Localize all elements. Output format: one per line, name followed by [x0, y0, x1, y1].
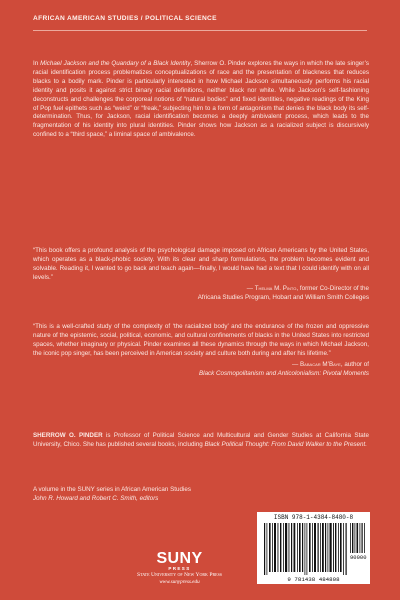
description-lead-in: In	[33, 60, 41, 67]
barcode-digits: 9 781438 484808	[287, 576, 340, 583]
publisher-logo	[122, 552, 237, 586]
blurb-attribution	[33, 285, 369, 294]
book-description	[33, 60, 369, 140]
attribution-role: , former Co-Director of the	[296, 284, 369, 292]
blurb-quote: “This is a well-crafted study of the complexity of ‘the racialized body’ and the endurance of the frozen and oppressive nature of the epistemic, social, political, economic, and cultural confinements of blacks in the United States into restricted spaces, whether imaginary or physical. Pinder examines all these dynamics through the ways in which Michael Jackson, the iconic pop singer, has been perceived in American society and culture both during and after his lifetime.”	[33, 323, 369, 357]
attribution-affiliation: Africana Studies Program, Hobart and William Smith Colleges	[197, 293, 369, 301]
header-divider	[33, 30, 367, 31]
category-label: AFRICAN AMERICAN STUDIES / POLITICAL SCIENCE	[33, 15, 217, 22]
press-logo-text: PRESS	[168, 566, 191, 571]
author-bio	[33, 432, 369, 450]
attribution-book-title: Black Cosmopolitanism and Anticolonialism: Pivotal Moments	[199, 369, 369, 377]
attribution-name: Babacar M’Baye	[300, 360, 341, 368]
blurb-pinto	[33, 247, 369, 302]
price-code: 90000	[350, 554, 367, 561]
barcode-graphic	[257, 512, 370, 584]
publisher-website: www.sunypress.edu	[159, 579, 200, 585]
series-editors: John R. Howard and Robert C. Smith, editors	[33, 494, 159, 502]
description-body: , Sherrow O. Pinder explores the ways in which the late singer’s racial identification process problematizes conceptualizations of race and the presentation of blackness that reduces blacks to a bodily mark. Pinder is particularly interested in how Michael Jackson simultaneously performs his racial identity and posits it against strict binary racial definitions, neither black nor white. While Jackson’s self-fashioning deconstructs and challenges the corporeal notions of “natural bodies” and fixed identities, negative readings of the King of Pop fuel epithets such as “weird” or “freak,” subjecting him to a form of antagonism that denies the black body its self-determination. Thus, for Jackson, racial identification becomes a deeply ambivalent process, which leads to the fragmentation of his identity into plural identities. Pinder shows how Jackson as a racialized subject is discursively confined to a “third space,” a liminal space of ambivalence.	[33, 60, 369, 139]
attribution-dash: —	[246, 284, 255, 292]
description-book-title: Michael Jackson and the Quandary of a Black Identity	[40, 60, 191, 67]
isbn-text: ISBN 978-1-4384-8480-8	[273, 514, 354, 521]
series-line: A volume in the SUNY series in African American Studies	[33, 486, 191, 493]
blurb-mbaye	[33, 323, 369, 378]
barcode-block	[257, 512, 370, 584]
attribution-dash: —	[292, 360, 301, 368]
blurb-quote: “This book offers a profound analysis of the psychological damage imposed on African Americans by the United States, which operates as a black-phobic society. With its clear and sharp formulations, the problem becomes evident and solvable. Reading it, I wanted to go back and teach again—finally, I would have had a text that I could identify with on all levels.”	[33, 247, 369, 281]
blurb-attribution	[33, 361, 369, 370]
series-info	[33, 486, 369, 504]
attribution-name: Thelma M. Pinto	[254, 284, 297, 292]
attribution-role: , author of	[340, 360, 369, 368]
author-name: SHERROW O. PINDER	[33, 432, 103, 439]
author-bio-text: is Professor of Political Science and Multicultural and Gender Studies at California State University, Chico. She has published several books, including	[33, 432, 369, 448]
suny-logo-text: SUNY	[156, 550, 203, 567]
publisher-name: State University of New York Press	[136, 572, 223, 578]
author-bio-book: Black Political Thought: From David Walker to the Present.	[204, 440, 367, 448]
